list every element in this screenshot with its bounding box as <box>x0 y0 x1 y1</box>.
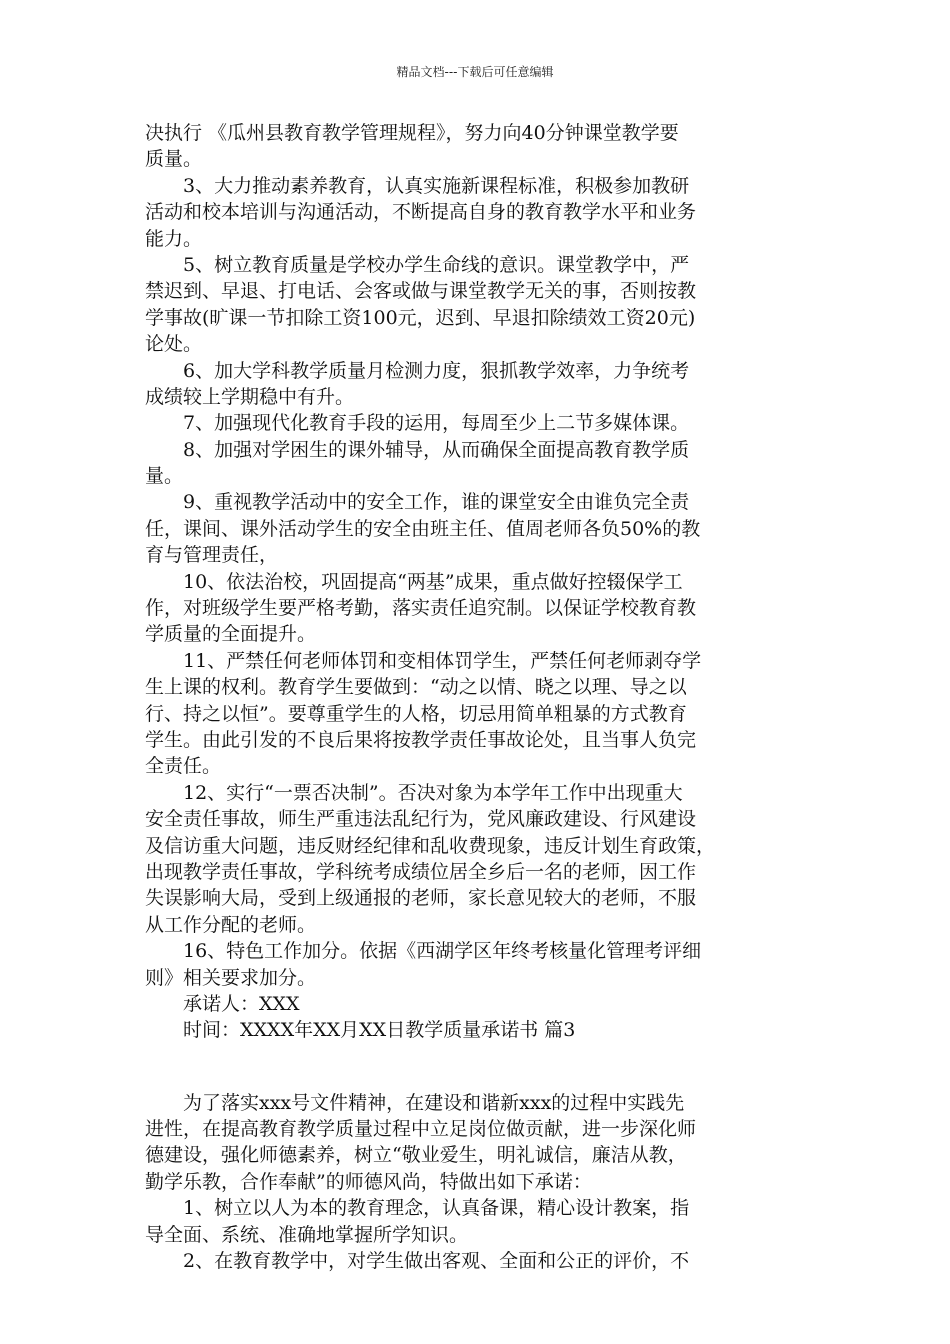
text-line: 质量。 <box>145 148 203 171</box>
text-line: 安全责任事故，师生严重违法乱纪行为，党风廉政建设、行风建设 <box>145 808 697 831</box>
text-line: 及信访重大问题，违反财经纪律和乱收费现象，违反计划生育政策， <box>145 834 716 857</box>
text-block-2 <box>145 1090 813 1275</box>
text-line: 5、树立教育质量是学校办学生命线的意识。课堂教学中，严 <box>183 253 690 276</box>
text-line: 能力。 <box>145 227 203 250</box>
text-line: 禁迟到、早退、打电话、会客或做与课堂教学无关的事，否则按教 <box>145 280 697 303</box>
text-line: 学事故(旷课一节扣除工资100元，迟到、早退扣除绩效工资20元) <box>145 306 696 329</box>
text-line: 出现教学责任事故，学科统考成绩位居全乡后一名的老师，因工作 <box>145 860 697 883</box>
text-line: 失误影响大局，受到上级通报的老师，家长意见较大的老师，不服 <box>145 887 697 910</box>
text-line: 德建设，强化师德素养，树立“敬业爱生，明礼诚信，廉洁从教， <box>145 1144 687 1167</box>
text-line: 行、持之以恒”。要尊重学生的人格，切忌用简单粗暴的方式教育 <box>145 702 687 725</box>
text-line: 时间：XXXX年XX月XX日教学质量承诺书 篇3 <box>183 1019 576 1042</box>
text-line: 为了落实xxx号文件精神，在建设和谐新xxx的过程中实践先 <box>183 1091 685 1114</box>
text-line: 10、依法治校，巩固提高“两基”成果，重点做好控辍保学工 <box>183 570 683 593</box>
paragraph-gap <box>145 1044 813 1090</box>
text-line: 量。 <box>145 465 184 488</box>
text-line: 成绩较上学期稳中有升。 <box>145 385 355 408</box>
text-line: 12、实行“一票否决制”。否决对象为本学年工作中出现重大 <box>183 781 683 804</box>
text-line: 11、严禁任何老师体罚和变相体罚学生，严禁任何老师剥夺学 <box>183 649 702 672</box>
text-line: 作，对班级学生要严格考勤，落实责任追究制。以保证学校教育教 <box>145 597 697 620</box>
page-header: 精品文档---下载后可任意编辑 <box>396 65 554 79</box>
text-line: 则》相关要求加分。 <box>145 966 317 989</box>
text-block-1 <box>145 120 813 1044</box>
text-line: 勤学乐教，合作奉献”的师德风尚，特做出如下承诺： <box>145 1170 592 1193</box>
text-line: 16、特色工作加分。依据《西湖学区年终考核量化管理考评细 <box>183 940 702 963</box>
text-line: 决执行 《瓜州县教育教学管理规程》，努力向40分钟课堂教学要 <box>145 122 679 144</box>
text-line: 9、重视教学活动中的安全工作，谁的课堂安全由谁负完全责 <box>183 491 690 514</box>
text-line: 论处。 <box>145 333 203 356</box>
text-line: 生上课的权利。教育学生要做到：“动之以情、晓之以理、导之以 <box>145 676 687 699</box>
text-line: 任，课间、课外活动学生的安全由班主任、值周老师各负50%的教 <box>145 517 701 540</box>
text-line: 全责任。 <box>145 755 222 778</box>
document-body <box>145 120 813 1274</box>
text-line: 6、加大学科教学质量月检测力度，狠抓教学效率，力争统考 <box>183 359 690 382</box>
text-line: 8、加强对学困生的课外辅导，从而确保全面提高教育教学质 <box>183 438 690 461</box>
text-line: 进性，在提高教育教学质量过程中立足岗位做贡献，进一步深化师 <box>145 1118 697 1141</box>
text-line: 7、加强现代化教育手段的运用，每周至少上二节多媒体课。 <box>183 412 690 435</box>
text-line: 3、大力推动素养教育，认真实施新课程标准，积极参加教研 <box>183 174 690 197</box>
text-line: 从工作分配的老师。 <box>145 913 317 936</box>
text-line: 学生。由此引发的不良后果将按教学责任事故论处，且当事人负完 <box>145 728 697 751</box>
text-line: 承诺人：XXX <box>183 992 300 1015</box>
text-line: 1、树立以人为本的教育理念，认真备课，精心设计教案，指 <box>183 1197 690 1220</box>
text-line: 导全面、系统、准确地掌握所学知识。 <box>145 1223 469 1246</box>
text-line: 活动和校本培训与沟通活动，不断提高自身的教育教学水平和业务 <box>145 201 697 224</box>
text-line: 育与管理责任， <box>145 544 279 567</box>
text-line: 2、在教育教学中，对学生做出客观、全面和公正的评价，不 <box>183 1250 690 1273</box>
text-line: 学质量的全面提升。 <box>145 623 317 646</box>
